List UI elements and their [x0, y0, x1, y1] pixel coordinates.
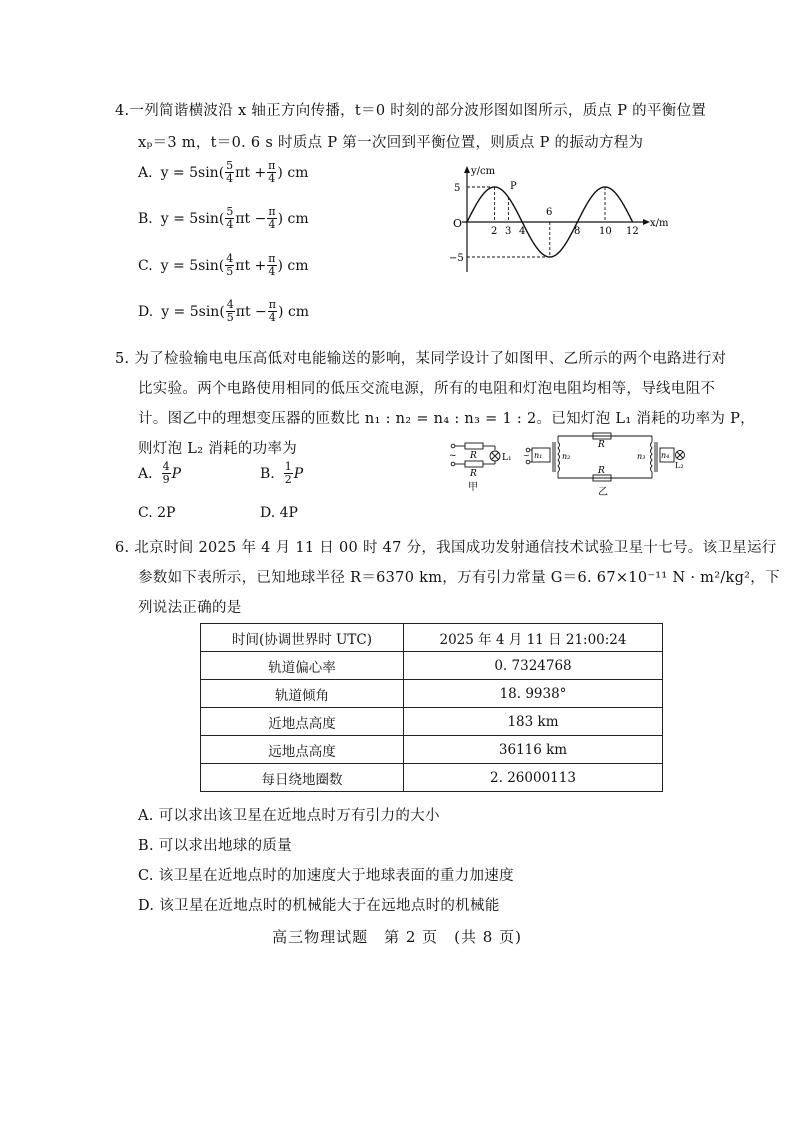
r-label-yi-bottom: R — [598, 466, 605, 476]
resistor-jia-bottom — [465, 461, 483, 467]
table-cell-value: 183 km — [404, 708, 663, 736]
n3-label: n₃ — [637, 452, 646, 461]
table-cell-value: 2025 年 4 月 11 日 21:00:24 — [404, 624, 663, 652]
table-cell-param: 轨道偏心率 — [201, 652, 404, 680]
circuit-diagrams — [440, 428, 685, 503]
table-cell-param: 远地点高度 — [201, 736, 404, 764]
x-axis-label: x/m — [650, 218, 669, 229]
x-tick-2: 2 — [491, 226, 498, 237]
satellite-params-table — [200, 623, 663, 792]
q5-option-b[interactable]: B. $\frac{1}{2}$ P — [260, 460, 304, 486]
table-row — [201, 680, 663, 708]
q5-text-line4: 则灯泡 L₂ 消耗的功率为 — [138, 441, 298, 457]
x-tick-4: 4 — [519, 226, 526, 237]
table-cell-param: 时间(协调世界时 UTC) — [201, 624, 404, 652]
q6-option-a[interactable]: A. 可以求出该卫星在近地点时万有引力的大小 — [138, 808, 440, 824]
coil-n2 — [558, 442, 560, 472]
r-label-yi-top: R — [598, 440, 605, 450]
x-tick-6: 6 — [546, 207, 553, 218]
ac-source-yi: ~ — [523, 451, 530, 460]
table-cell-param: 近地点高度 — [201, 708, 404, 736]
jia-label: 甲 — [468, 482, 478, 493]
r-label-jia-top: R — [470, 451, 477, 461]
coil-n3 — [651, 442, 653, 472]
page-footer: 高三物理试题 第 2 页 (共 8 页) — [272, 928, 522, 946]
table-cell-value: 2. 26000113 — [404, 764, 663, 792]
x-tick-10: 10 — [599, 226, 612, 237]
table-cell-value: 36116 km — [404, 736, 663, 764]
q5-option-d[interactable]: D. 4P — [260, 505, 298, 521]
q6-option-d[interactable]: D. 该卫星在近地点时的机械能大于在远地点时的机械能 — [138, 898, 500, 914]
terminal-jia-bottom — [451, 462, 455, 466]
x-tick-12: 12 — [626, 226, 639, 237]
x-tick-8: 8 — [574, 226, 581, 237]
q4-option-d[interactable]: D. y = 5sin( $\frac{4}{5}$ πt − $\frac{\pi}{4}$ ) cm — [138, 298, 310, 324]
table-cell-param: 轨道倾角 — [201, 680, 404, 708]
l1-label: L₁ — [502, 453, 512, 463]
table-row — [201, 624, 663, 652]
q4-option-c[interactable]: C. y = 5sin( $\frac{4}{5}$ πt + $\frac{\pi}{4}$ ) cm — [138, 252, 309, 278]
q5-text-line2: 比实验。两个电路使用相同的低压交流电源，所有的电阻和灯泡电阻均相等，导线电阻不 — [138, 381, 716, 397]
n4-label: n₄ — [661, 451, 670, 460]
n1-label: n₁ — [534, 451, 543, 460]
q6-text-line2: 参数如下表所示，已知地球半径 R＝6370 km，万有引力常量 G＝6. 67×10⁻¹¹ N · m²/kg²，下 — [138, 570, 780, 586]
q4-option-b[interactable]: B. y = 5sin( $\frac{5}{4}$ πt − $\frac{\pi}{4}$ ) cm — [138, 205, 309, 231]
x-axis-arrow — [643, 219, 650, 225]
table-row — [201, 736, 663, 764]
yi-label: 乙 — [598, 487, 608, 498]
table-row — [201, 764, 663, 792]
q4-text-line2: xₚ＝3 m，t＝0. 6 s 时质点 P 第一次回到平衡位置，则质点 P 的振动方程为 — [138, 135, 644, 151]
table-cell-param: 每日绕地圈数 — [201, 764, 404, 792]
wave-graph — [440, 160, 680, 285]
table-row — [201, 708, 663, 736]
r-label-jia-bottom: R — [470, 469, 477, 479]
q4-option-a[interactable]: A. y = 5sin( $\frac{5}{4}$ πt + $\frac{\pi}{4}$ ) cm — [138, 159, 309, 185]
y-tick-5: 5 — [454, 183, 461, 194]
q6-option-b[interactable]: B. 可以求出地球的质量 — [138, 838, 292, 854]
n2-label: n₂ — [562, 452, 571, 461]
origin-label: O — [453, 217, 463, 230]
q5-text-line1: 5. 为了检验输电电压高低对电能输送的影响，某同学设计了如图甲、乙所示的两个电路进行对 — [115, 351, 727, 367]
terminal-jia-top — [451, 444, 455, 448]
ac-source-jia: ~ — [449, 451, 457, 461]
table-row — [201, 652, 663, 680]
l2-label: L₂ — [675, 461, 684, 470]
y-tick-minus5: −5 — [449, 253, 464, 264]
q6-text-line3: 列说法正确的是 — [138, 600, 242, 616]
y-axis-arrow — [464, 166, 470, 173]
table-cell-value: 18. 9938° — [404, 680, 663, 708]
q6-text-line1: 6. 北京时间 2025 年 4 月 11 日 00 时 47 分，我国成功发射通信技术试验卫星十七号。该卫星运行 — [115, 540, 777, 556]
point-p-label: P — [510, 181, 517, 192]
q4-text-line1: 4.一列简谐横波沿 x 轴正方向传播，t＝0 时刻的部分波形图如图所示，质点 P 的平衡位置 — [115, 103, 707, 119]
resistor-jia-top — [465, 443, 483, 449]
x-tick-3: 3 — [505, 226, 512, 237]
q5-option-c[interactable]: C. 2P — [138, 505, 176, 521]
q5-option-a[interactable]: A. $\frac{4}{9}$ P — [138, 460, 181, 486]
q6-option-c[interactable]: C. 该卫星在近地点时的加速度大于地球表面的重力加速度 — [138, 868, 514, 884]
q5-text-line3: 计。图乙中的理想变压器的匝数比 n₁ : n₂ = n₄ : n₃ = 1 : 2。已知灯泡 L₁ 消耗的功率为 P， — [138, 411, 755, 427]
table-cell-value: 0. 7324768 — [404, 652, 663, 680]
y-axis-label: y/cm — [471, 166, 496, 177]
